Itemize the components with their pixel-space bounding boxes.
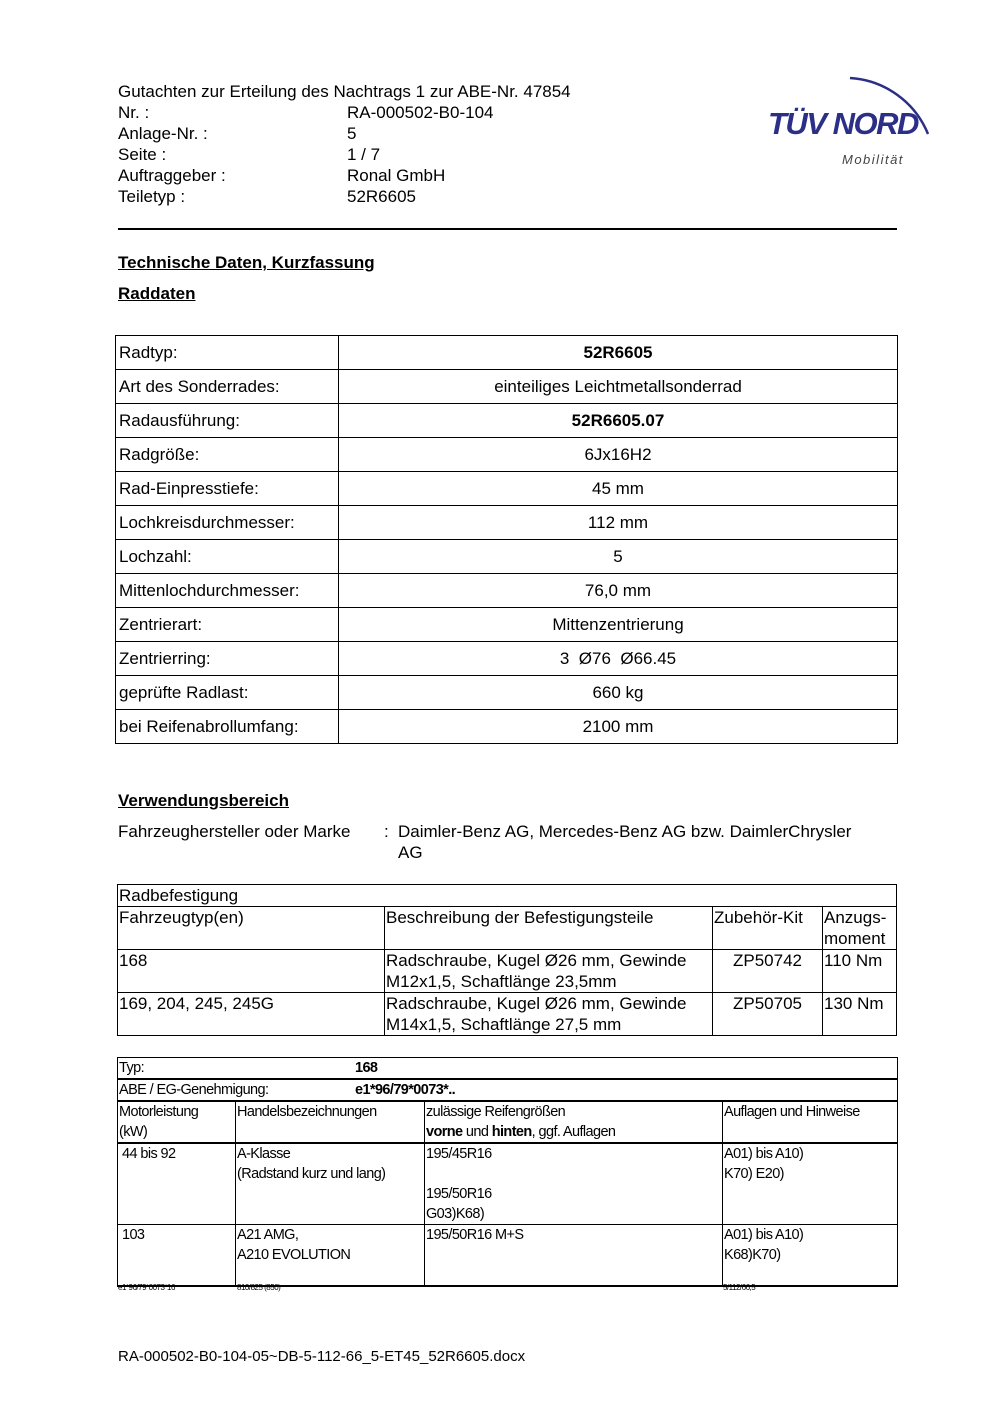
file-name-footer: RA-000502-B0-104-05~DB-5-112-66_5-ET45_52R6605.docx xyxy=(118,1348,526,1365)
auflagen-line: K70) E20) xyxy=(724,1166,784,1182)
typ-cell: 168 xyxy=(118,950,385,993)
moment-cell: 130 Nm xyxy=(823,993,897,1036)
typ-header-row xyxy=(118,1101,898,1143)
raddaten-row xyxy=(116,438,898,472)
header-row-nr xyxy=(118,102,571,123)
desc-cell xyxy=(385,993,713,1036)
raddaten-value: 112 mm xyxy=(339,506,898,540)
section-subtitle: Raddaten xyxy=(118,284,196,303)
raddaten-row xyxy=(116,404,898,438)
reifen-line: G03)K68) xyxy=(426,1206,485,1222)
raddaten-value: 2100 mm xyxy=(339,710,898,744)
verwendung-title: Verwendungsbereich xyxy=(118,791,289,810)
abe-row xyxy=(118,1079,898,1101)
typ-cell xyxy=(118,1058,898,1080)
header-value: 5 xyxy=(347,124,357,143)
befestigung-row xyxy=(118,950,897,993)
header-value: 1 / 7 xyxy=(347,145,381,164)
header-line: moment xyxy=(824,929,886,948)
header-text: und xyxy=(462,1124,492,1140)
typ-footer-right: 5/112/66,5 xyxy=(723,1283,756,1292)
desc-cell xyxy=(385,950,713,993)
tuv-nord-logo xyxy=(760,56,945,176)
abe-value: e1*96/79*0073*.. xyxy=(355,1082,456,1098)
auflagen-header: Auflagen und Hinweise xyxy=(723,1101,898,1143)
motor-cell: 44 bis 92 xyxy=(118,1143,236,1225)
handel-cell xyxy=(236,1143,425,1225)
raddaten-body xyxy=(116,336,898,744)
raddaten-value: Mittenzentrierung xyxy=(339,608,898,642)
raddaten-value: 45 mm xyxy=(339,472,898,506)
raddaten-label: bei Reifenabrollumfang: xyxy=(116,710,339,744)
handel-line: (Radstand kurz und lang) xyxy=(237,1166,386,1182)
typ-footer-mid: 810/825 (850) xyxy=(237,1283,281,1292)
befestigung-row xyxy=(118,993,897,1036)
raddaten-table xyxy=(115,335,898,744)
raddaten-value: 5 xyxy=(339,540,898,574)
header-bold: hinten xyxy=(491,1124,532,1140)
header-row-anlage xyxy=(118,123,571,144)
raddaten-value: 52R6605.07 xyxy=(339,404,898,438)
raddaten-row xyxy=(116,710,898,744)
header-value: RA-000502-B0-104 xyxy=(347,103,494,122)
typ-cell: 169, 204, 245, 245G xyxy=(118,993,385,1036)
header-row-seite xyxy=(118,144,571,165)
typ-row xyxy=(118,1058,898,1080)
typ-data-row xyxy=(118,1225,898,1287)
header-cell xyxy=(823,907,897,950)
document-title: Gutachten zur Erteilung des Nachtrags 1 zur ABE-Nr. 47854 xyxy=(118,82,571,101)
raddaten-value: 52R6605 xyxy=(339,336,898,370)
handel-line: A-Klasse xyxy=(237,1146,291,1162)
raddaten-row xyxy=(116,608,898,642)
header-value: 52R6605 xyxy=(347,187,417,206)
raddaten-row xyxy=(116,642,898,676)
motor-header xyxy=(118,1101,236,1143)
reifen-line: 195/50R16 xyxy=(426,1186,492,1202)
befestigung-title: Radbefestigung xyxy=(118,885,897,907)
raddaten-label: Radausführung: xyxy=(116,404,339,438)
header-line: (kW) xyxy=(119,1124,148,1140)
raddaten-label: geprüfte Radlast: xyxy=(116,676,339,710)
reifen-line: 195/45R16 xyxy=(426,1146,492,1162)
header-key: Nr. : xyxy=(118,103,150,122)
kit-cell: ZP50742 xyxy=(713,950,823,993)
raddaten-value: 660 kg xyxy=(339,676,898,710)
raddaten-value: 6Jx16H2 xyxy=(339,438,898,472)
typ-data-row xyxy=(118,1143,898,1225)
header-divider xyxy=(118,228,897,230)
handel-line: A210 EVOLUTION xyxy=(237,1247,351,1263)
reifen-header xyxy=(425,1101,723,1143)
header-key: Teiletyp : xyxy=(118,187,186,206)
desc-line: Radschraube, Kugel Ø26 mm, Gewinde xyxy=(386,951,687,970)
desc-line: M12x1,5, Schaftlänge 23,5mm xyxy=(386,972,617,991)
befestigung-table xyxy=(117,884,897,1036)
typ-table xyxy=(117,1057,898,1287)
header-line xyxy=(426,1122,721,1142)
raddaten-row xyxy=(116,676,898,710)
verwendung-value-line: AG xyxy=(398,843,423,862)
header-line: Anzugs- xyxy=(824,908,887,927)
header-row-auftraggeber xyxy=(118,165,571,186)
raddaten-row xyxy=(116,540,898,574)
auflagen-cell xyxy=(723,1143,898,1225)
abe-label: ABE / EG-Genehmigung: xyxy=(119,1082,269,1098)
auflagen-line: A01) bis A10) xyxy=(724,1146,804,1162)
raddaten-value: einteiliges Leichtmetallsonderrad xyxy=(339,370,898,404)
desc-line: M14x1,5, Schaftlänge 27,5 mm xyxy=(386,1015,622,1034)
raddaten-label: Rad-Einpresstiefe: xyxy=(116,472,339,506)
document-header xyxy=(118,81,571,207)
auflagen-line: K68)K70) xyxy=(724,1247,781,1263)
moment-cell: 110 Nm xyxy=(823,950,897,993)
raddaten-row xyxy=(116,506,898,540)
header-cell: Beschreibung der Befestigungsteile xyxy=(385,907,713,950)
handel-cell xyxy=(236,1225,425,1287)
auflagen-line: A01) bis A10) xyxy=(724,1227,804,1243)
raddaten-label: Lochkreisdurchmesser: xyxy=(116,506,339,540)
spacer xyxy=(426,1164,721,1184)
raddaten-label: Radtyp: xyxy=(116,336,339,370)
raddaten-value: 76,0 mm xyxy=(339,574,898,608)
verwendung-value-line: Daimler-Benz AG, Mercedes-Benz AG bzw. DaimlerChrysler xyxy=(398,822,852,841)
logo-wordmark: TÜV NORD xyxy=(768,106,918,141)
header-key: Anlage-Nr. : xyxy=(118,124,208,143)
header-text: , ggf. Auflagen xyxy=(531,1124,616,1140)
auflagen-cell xyxy=(723,1225,898,1287)
raddaten-row xyxy=(116,574,898,608)
typ-value: 168 xyxy=(355,1060,378,1076)
raddaten-label: Radgröße: xyxy=(116,438,339,472)
handel-line: A21 AMG, xyxy=(237,1227,299,1243)
header-key: Auftraggeber : xyxy=(118,166,226,185)
header-cell: Zubehör-Kit xyxy=(713,907,823,950)
raddaten-row xyxy=(116,336,898,370)
motor-cell: 103 xyxy=(118,1225,236,1287)
header-key: Seite : xyxy=(118,145,167,164)
reifen-cell xyxy=(425,1143,723,1225)
verwendung-value xyxy=(398,821,898,863)
kit-cell: ZP50705 xyxy=(713,993,823,1036)
raddaten-label: Art des Sonderrades: xyxy=(116,370,339,404)
typ-footer-left: e1*96/79*0073*16 xyxy=(118,1283,175,1292)
raddaten-value: 3 Ø76 Ø66.45 xyxy=(339,642,898,676)
desc-line: Radschraube, Kugel Ø26 mm, Gewinde xyxy=(386,994,687,1013)
header-line: Motorleistung xyxy=(119,1104,199,1120)
verwendung-separator: : xyxy=(384,822,389,841)
reifen-cell: 195/50R16 M+S xyxy=(425,1225,723,1287)
header-bold: vorne xyxy=(426,1124,463,1140)
header-cell: Fahrzeugtyp(en) xyxy=(118,907,385,950)
befestigung-header-row xyxy=(118,907,897,950)
header-row-teiletyp xyxy=(118,186,571,207)
raddaten-label: Lochzahl: xyxy=(116,540,339,574)
section-title: Technische Daten, Kurzfassung xyxy=(118,253,375,272)
abe-cell xyxy=(118,1079,898,1101)
raddaten-label: Mittenlochdurchmesser: xyxy=(116,574,339,608)
header-value: Ronal GmbH xyxy=(347,166,446,185)
raddaten-label: Zentrierart: xyxy=(116,608,339,642)
verwendung-label: Fahrzeughersteller oder Marke xyxy=(118,822,351,841)
typ-label: Typ: xyxy=(119,1060,144,1076)
handel-header: Handelsbezeichnungen xyxy=(236,1101,425,1143)
raddaten-label: Zentrierring: xyxy=(116,642,339,676)
befestigung-title-row xyxy=(118,885,897,907)
logo-subtitle: Mobilität xyxy=(842,152,904,167)
raddaten-row xyxy=(116,472,898,506)
raddaten-row xyxy=(116,370,898,404)
header-line: zulässige Reifengrößen xyxy=(426,1104,566,1120)
